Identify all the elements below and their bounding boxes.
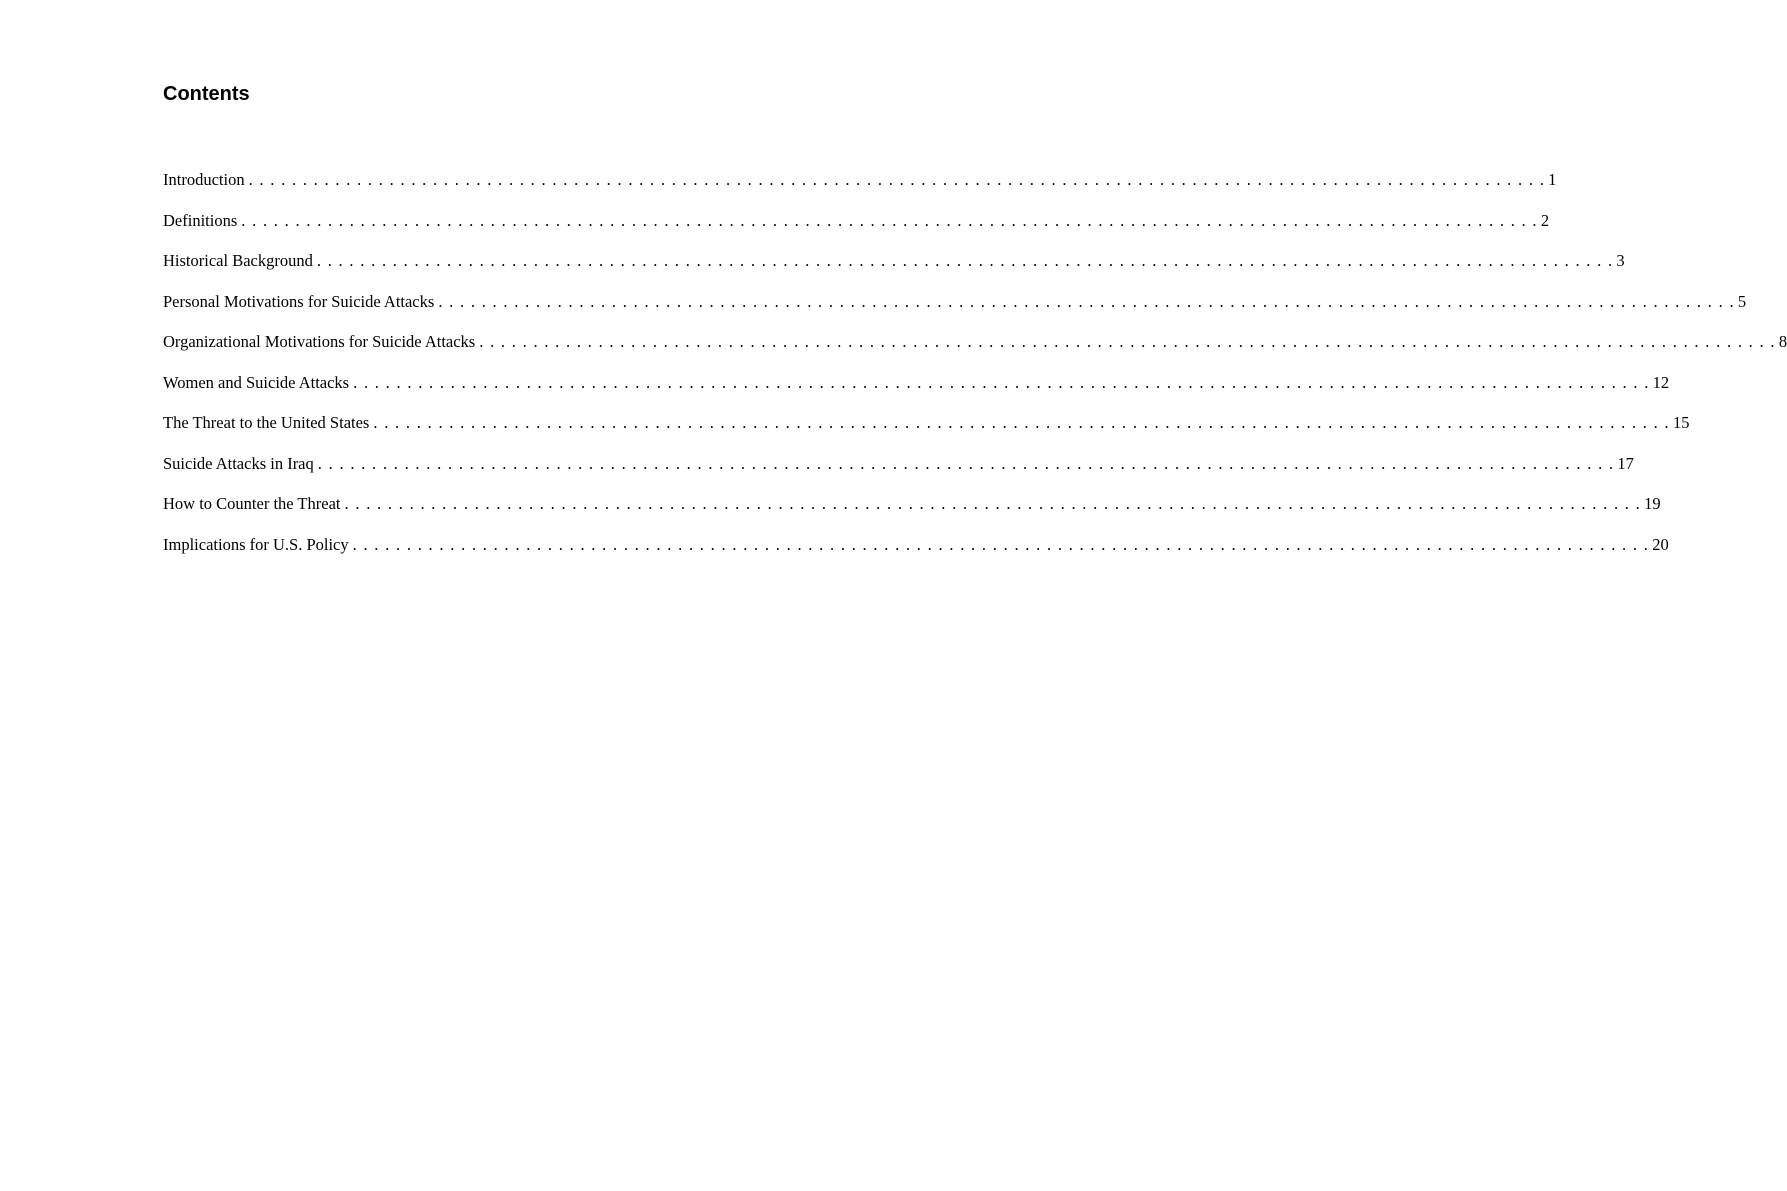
toc-entry-page: 19 (1641, 492, 1661, 516)
toc-entry-how-to-counter-the-threat[interactable] (163, 492, 1661, 533)
toc-entry-title: Historical Background (163, 249, 317, 273)
toc-entry-page: 12 (1650, 371, 1670, 395)
toc-entry-title: The Threat to the United States (163, 411, 373, 435)
toc-entry-definitions[interactable] (163, 209, 1550, 250)
toc-dot-leader: . . . . . . . . . . . . . . . . . . . . . . . . . . . . . . . . . . . . . . . . . . . . . . . . . . . . . . . . . . . . . . . . . . . . . . . . . . . . . . . . . . . . . . . . . . . . . . . . . . . . . . . . . . . . . . . . . . . . . . . . (316, 251, 1614, 270)
toc-entry-title: Definitions (163, 209, 241, 233)
toc-entry-title: Women and Suicide Attacks (163, 371, 353, 395)
toc-entry-introduction[interactable] (163, 168, 1557, 209)
toc-entry-page: 17 (1614, 452, 1634, 476)
toc-dot-leader: . . . . . . . . . . . . . . . . . . . . . . . . . . . . . . . . . . . . . . . . . . . . . . . . . . . . . . . . . . . . . . . . . . . . . . . . . . . . . . . . . . . . . . . . . . . . . . . . . . . . . . . . . . . . . . . . . . . . . . . . (344, 494, 1642, 513)
toc-entry-suicide-attacks-in-iraq[interactable] (163, 452, 1634, 493)
toc-entry-women-and-suicide-attacks[interactable] (163, 371, 1670, 412)
toc-entry-page: 3 (1613, 249, 1624, 273)
toc-dot-leader: . . . . . . . . . . . . . . . . . . . . . . . . . . . . . . . . . . . . . . . . . . . . . . . . . . . . . . . . . . . . . . . . . . . . . . . . . . . . . . . . . . . . . . . . . . . . . . . . . . . . . . . . . . . . . . . . . . . . . . . . (317, 453, 1615, 473)
toc-entry-implications-for-us-policy[interactable] (163, 533, 1669, 574)
toc-entry-title: How to Counter the Threat (163, 492, 345, 516)
toc-entry-title: Implications for U.S. Policy (163, 533, 353, 557)
toc-entry-threat-to-united-states[interactable] (163, 411, 1690, 452)
toc-entry-page: 8 (1776, 330, 1787, 354)
toc-entry-personal-motivations[interactable] (163, 290, 1747, 331)
toc-entry-page: 15 (1670, 411, 1690, 435)
toc-dot-leader: . . . . . . . . . . . . . . . . . . . . . . . . . . . . . . . . . . . . . . . . . . . . . . . . . . . . . . . . . . . . . . . . . . . . . . . . . . . . . . . . . . . . . . . . . . . . . . . . . . . . . . . . . . . . . . . . . . . . . . . . (373, 413, 1670, 432)
toc-entry-page: 1 (1545, 168, 1556, 192)
toc-entry-title: Personal Motivations for Suicide Attacks (163, 290, 438, 314)
toc-entry-page: 2 (1538, 209, 1549, 233)
toc-entry-title: Introduction (163, 168, 249, 192)
toc-dot-leader: . . . . . . . . . . . . . . . . . . . . . . . . . . . . . . . . . . . . . . . . . . . . . . . . . . . . . . . . . . . . . . . . . . . . . . . . . . . . . . . . . . . . . . . . . . . . . . . . . . . . . . . . . . . . . . . . . . . . . . . . (438, 291, 1735, 311)
toc-dot-leader: . . . . . . . . . . . . . . . . . . . . . . . . . . . . . . . . . . . . . . . . . . . . . . . . . . . . . . . . . . . . . . . . . . . . . . . . . . . . . . . . . . . . . . . . . . . . . . . . . . . . . . . . . . . . . . . . . . . . . . . . (241, 210, 1538, 230)
toc-entry-page: 5 (1735, 290, 1746, 314)
toc-entry-organizational-motivations[interactable] (163, 330, 1787, 371)
toc-dot-leader: . . . . . . . . . . . . . . . . . . . . . . . . . . . . . . . . . . . . . . . . . . . . . . . . . . . . . . . . . . . . . . . . . . . . . . . . . . . . . . . . . . . . . . . . . . . . . . . . . . . . . . . . . . . . . . . . . . . . . . . . (352, 534, 1650, 554)
toc-dot-leader: . . . . . . . . . . . . . . . . . . . . . . . . . . . . . . . . . . . . . . . . . . . . . . . . . . . . . . . . . . . . . . . . . . . . . . . . . . . . . . . . . . . . . . . . . . . . . . . . . . . . . . . . . . . . . . . . . . . . . . . . (248, 170, 1546, 189)
toc-entry-title: Organizational Motivations for Suicide Attacks (163, 330, 479, 354)
toc-entry-historical-background[interactable] (163, 249, 1625, 290)
toc-dot-leader: . . . . . . . . . . . . . . . . . . . . . . . . . . . . . . . . . . . . . . . . . . . . . . . . . . . . . . . . . . . . . . . . . . . . . . . . . . . . . . . . . . . . . . . . . . . . . . . . . . . . . . . . . . . . . . . . . . . . . . . . (479, 332, 1776, 351)
toc-entry-title: Suicide Attacks in Iraq (163, 452, 318, 476)
toc-dot-leader: . . . . . . . . . . . . . . . . . . . . . . . . . . . . . . . . . . . . . . . . . . . . . . . . . . . . . . . . . . . . . . . . . . . . . . . . . . . . . . . . . . . . . . . . . . . . . . . . . . . . . . . . . . . . . . . . . . . . . . . . (353, 372, 1650, 392)
table-of-contents (163, 168, 1787, 573)
page-title: Contents (163, 83, 250, 105)
toc-entry-page: 20 (1649, 533, 1669, 557)
